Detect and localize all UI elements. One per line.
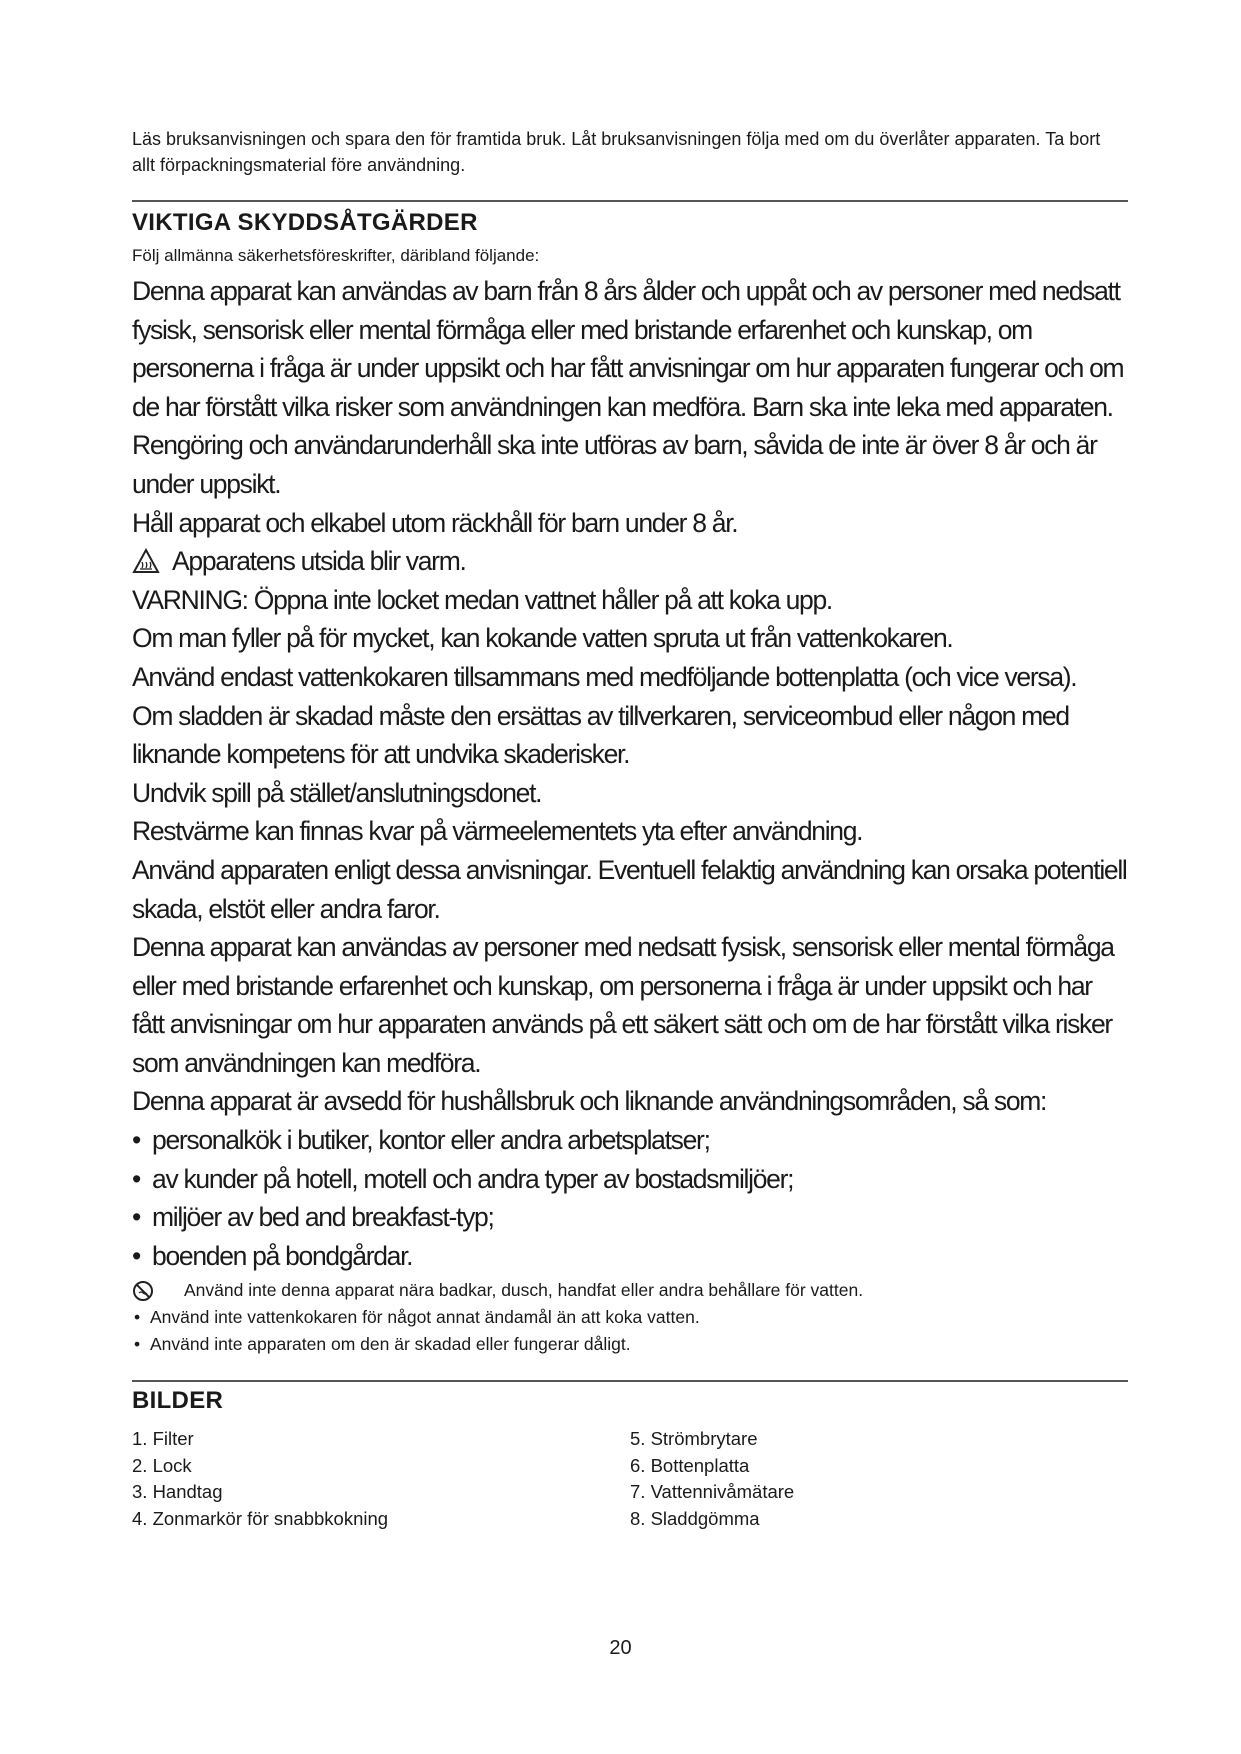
small-list-text: Använd inte apparaten om den är skadad eller fungerar dåligt. — [150, 1334, 631, 1355]
parts-column-right — [630, 1426, 1128, 1532]
part-item: 1. Filter — [132, 1428, 194, 1450]
hot-surface-warning — [132, 542, 1128, 581]
safety-paragraph: Använd endast vattenkokaren tillsammans med medföljande bottenplatta (och vice versa). — [132, 661, 1077, 692]
safety-paragraph: Rengöring och användarunderhåll ska inte utföras av barn, såvida de inte är över 8 år och är under uppsikt. — [132, 430, 1097, 499]
safeguards-subheading: Följ allmänna säkerhetsföreskrifter, däribland följande: — [132, 246, 540, 265]
safety-instructions — [132, 272, 1128, 1275]
intro-text: Läs bruksanvisningen och spara den för framtida bruk. Låt bruksanvisningen följa med om du överlåter apparaten. Ta bort allt förpackningsmaterial före användning. — [132, 129, 1101, 175]
bullet-mark: • — [132, 1202, 140, 1233]
safety-paragraph: Denna apparat kan användas av personer med nedsatt fysisk, sensorisk eller mental förmåga eller med bristande erfarenhet och kunskap, om personerna i fråga är under uppsikt och har fått anvisningar om hur apparaten används på ett säkert sätt och om de har förstått vilka risker som användningen kan medföra. — [132, 932, 1114, 1078]
list-item — [132, 1198, 1128, 1237]
list-item-text: miljöer av bed and breakfast-typ; — [152, 1202, 494, 1233]
section-divider — [132, 200, 1128, 202]
no-water-text: Använd inte denna apparat nära badkar, dusch, handfat eller andra behållare för vatten. — [184, 1280, 864, 1301]
list-item — [132, 1237, 1128, 1276]
part-item: 4. Zonmarkör för snabbkokning — [132, 1507, 389, 1529]
part-item: 2. Lock — [132, 1454, 192, 1476]
safety-paragraph: Denna apparat är avsedd för hushållsbruk och liknande användningsområden, så som: — [132, 1086, 1047, 1117]
part-item: 3. Handtag — [132, 1481, 223, 1503]
bullet-mark: • — [132, 1125, 140, 1156]
list-item — [132, 1121, 1128, 1160]
no-water-warning — [132, 1277, 1128, 1304]
safety-paragraph: Denna apparat kan användas av barn från 8 års ålder och uppåt och av personer med nedsatt fysisk, sensorisk eller mental förmåga eller med bristande erfarenhet och kunskap, om personerna i fråga är under uppsikt och har fått anvisningar om hur apparaten fungerar och om de har förstått vilka risker som användningen kan medföra. Barn ska inte leka med apparaten. — [132, 276, 1124, 422]
small-list-item — [132, 1331, 1128, 1358]
safety-paragraph: Använd apparaten enligt dessa anvisningar. Eventuell felaktig användning kan orsaka potentiell skada, elstöt eller andra faror. — [132, 854, 1127, 924]
manual-page — [132, 126, 1128, 1532]
prohibited-icon — [132, 1280, 154, 1302]
hot-surface-icon — [132, 548, 160, 574]
bullet-mark: • — [132, 1240, 140, 1271]
bullet-mark: • — [132, 1163, 140, 1194]
list-item-text: personalkök i butiker, kontor eller andra arbetsplatser; — [152, 1125, 710, 1156]
safety-paragraph: Om man fyller på för mycket, kan kokande vatten spruta ut från vattenkokaren. — [132, 623, 953, 654]
hot-surface-text: Apparatens utsida blir varm. — [172, 546, 466, 577]
images-heading: BILDER — [132, 1387, 224, 1415]
small-list-text: Använd inte vattenkokaren för något annat ändamål än att koka vatten. — [150, 1307, 700, 1328]
section-divider — [132, 1380, 1128, 1382]
list-item — [132, 1160, 1128, 1199]
list-item-text: av kunder på hotell, motell och andra typer av bostadsmiljöer; — [152, 1163, 794, 1194]
part-item: 5. Strömbrytare — [630, 1428, 758, 1450]
list-item-text: boenden på bondgårdar. — [152, 1240, 413, 1271]
small-instructions — [132, 1277, 1128, 1358]
safety-paragraph: VARNING: Öppna inte locket medan vattnet håller på att koka upp. — [132, 584, 832, 615]
safety-paragraph: Undvik spill på stället/anslutningsdonet. — [132, 777, 542, 808]
parts-list — [132, 1426, 1128, 1532]
safeguards-heading: VIKTIGA SKYDDSÅTGÄRDER — [132, 209, 478, 236]
bullet-mark: • — [134, 1334, 141, 1355]
small-list-item — [132, 1304, 1128, 1331]
parts-column-left — [132, 1426, 630, 1532]
page-number: 20 — [609, 1637, 632, 1659]
part-item: 8. Sladdgömma — [630, 1507, 760, 1529]
bullet-mark: • — [134, 1307, 141, 1328]
part-item: 7. Vattennivåmätare — [630, 1481, 795, 1503]
safety-paragraph: Håll apparat och elkabel utom räckhåll för barn under 8 år. — [132, 507, 738, 538]
safety-paragraph: Om sladden är skadad måste den ersättas av tillverkaren, serviceombud eller någon med liknande kompetens för att undvika skaderisker. — [132, 700, 1069, 770]
safety-paragraph: Restvärme kan finnas kvar på värmeelementets yta efter användning. — [132, 816, 863, 847]
part-item: 6. Bottenplatta — [630, 1454, 750, 1476]
